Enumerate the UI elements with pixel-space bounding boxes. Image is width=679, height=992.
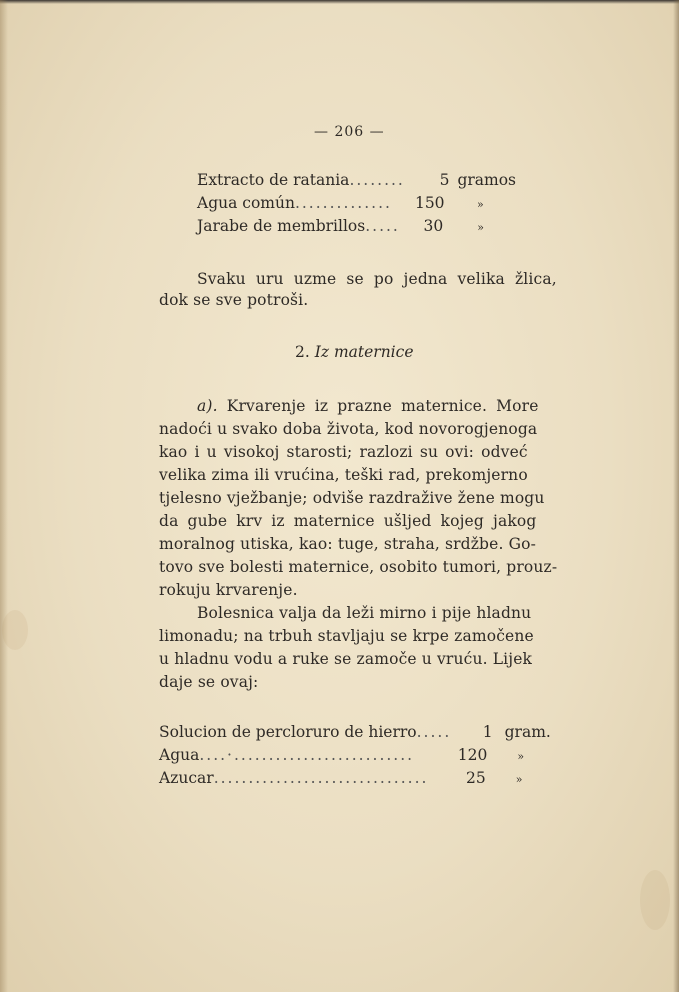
ingredient-unit: » [476,198,484,211]
section-number: 2. [295,343,310,361]
text-line: limonadu; na trbuh stavljaju se krpe zamočene [159,627,534,645]
ingredient-quantity: 120 [457,746,488,764]
ingredient-quantity: 150 [414,194,445,212]
text-line: nadoći u svako doba života, kod novorogjenoga [159,420,538,438]
ingredient-quantity: 1 [482,723,493,741]
ingredient-name: Solucion de percloruro de hierro [159,723,417,741]
ingredient-quantity: 25 [465,769,486,787]
text-line: da gube krv iz maternice ušljed kojeg jakog [159,512,537,530]
leader-dots: ..... [416,723,452,741]
recipe-row [159,769,522,787]
ingredient-unit: gram. [504,723,551,741]
text-line: daje se ovaj: [159,673,259,691]
leader-dots: ............................... [213,769,429,787]
leader-dots: ....·.......................... [199,746,415,764]
text-line: velika zima ili vrućina, teški rad, prekomjerno [159,466,528,484]
paragraph-text: Krvarenje iz prazne maternice. More [226,397,539,415]
text-line: dok se sve potroši. [159,291,309,309]
page-number: — 206 — [314,124,385,140]
text-line [197,397,539,415]
recipe-row [197,217,484,235]
recipe-row [197,171,516,189]
paragraph-label: a). [197,397,218,415]
recipe-row [159,746,524,764]
ingredient-unit: » [515,773,523,786]
ingredient-unit: » [477,221,484,234]
page-left-edge [0,0,8,992]
text-line: rokuju krvarenje. [159,581,298,599]
leader-dots: .............. [294,194,392,212]
paper-stain [2,610,28,650]
text-line: Svaku uru uzme se po jedna velika žlica, [197,270,557,288]
recipe-row [197,194,484,212]
paper-stain [640,870,670,930]
ingredient-name: Extracto de ratania [197,171,350,189]
ingredient-name: Azucar [159,769,214,787]
ingredient-quantity: 30 [423,217,444,235]
recipe-row [159,723,551,741]
text-line: kao i u visokoj starosti; razlozi su ovi: odveć [159,443,528,461]
text-line: tjelesno vježbanje; odviše razdražive žene mogu [159,489,545,507]
ingredient-name: Agua común [197,194,295,212]
section-title: Iz maternice [314,343,414,361]
page-top-edge [0,0,679,4]
ingredient-quantity: 5 [439,171,450,189]
ingredient-unit: » [517,750,525,763]
text-line: tovo sve bolesti maternice, osobito tumori, prouz- [159,558,558,576]
ingredient-name: Jarabe de membrillos [197,217,366,235]
text-line: Bolesnica valja da leži mirno i pije hladnu [197,604,532,622]
ingredient-unit: gramos [457,171,516,189]
section-heading [295,343,414,361]
text-line: u hladnu vodu a ruke se zamoče u vruću. Lijek [159,650,533,668]
leader-dots: ........ [349,171,405,189]
page-right-edge [673,0,679,992]
leader-dots: ..... [365,217,400,235]
ingredient-name: Agua [159,746,200,764]
text-line: moralnog utiska, kao: tuge, straha, srdžbe. Go- [159,535,536,553]
